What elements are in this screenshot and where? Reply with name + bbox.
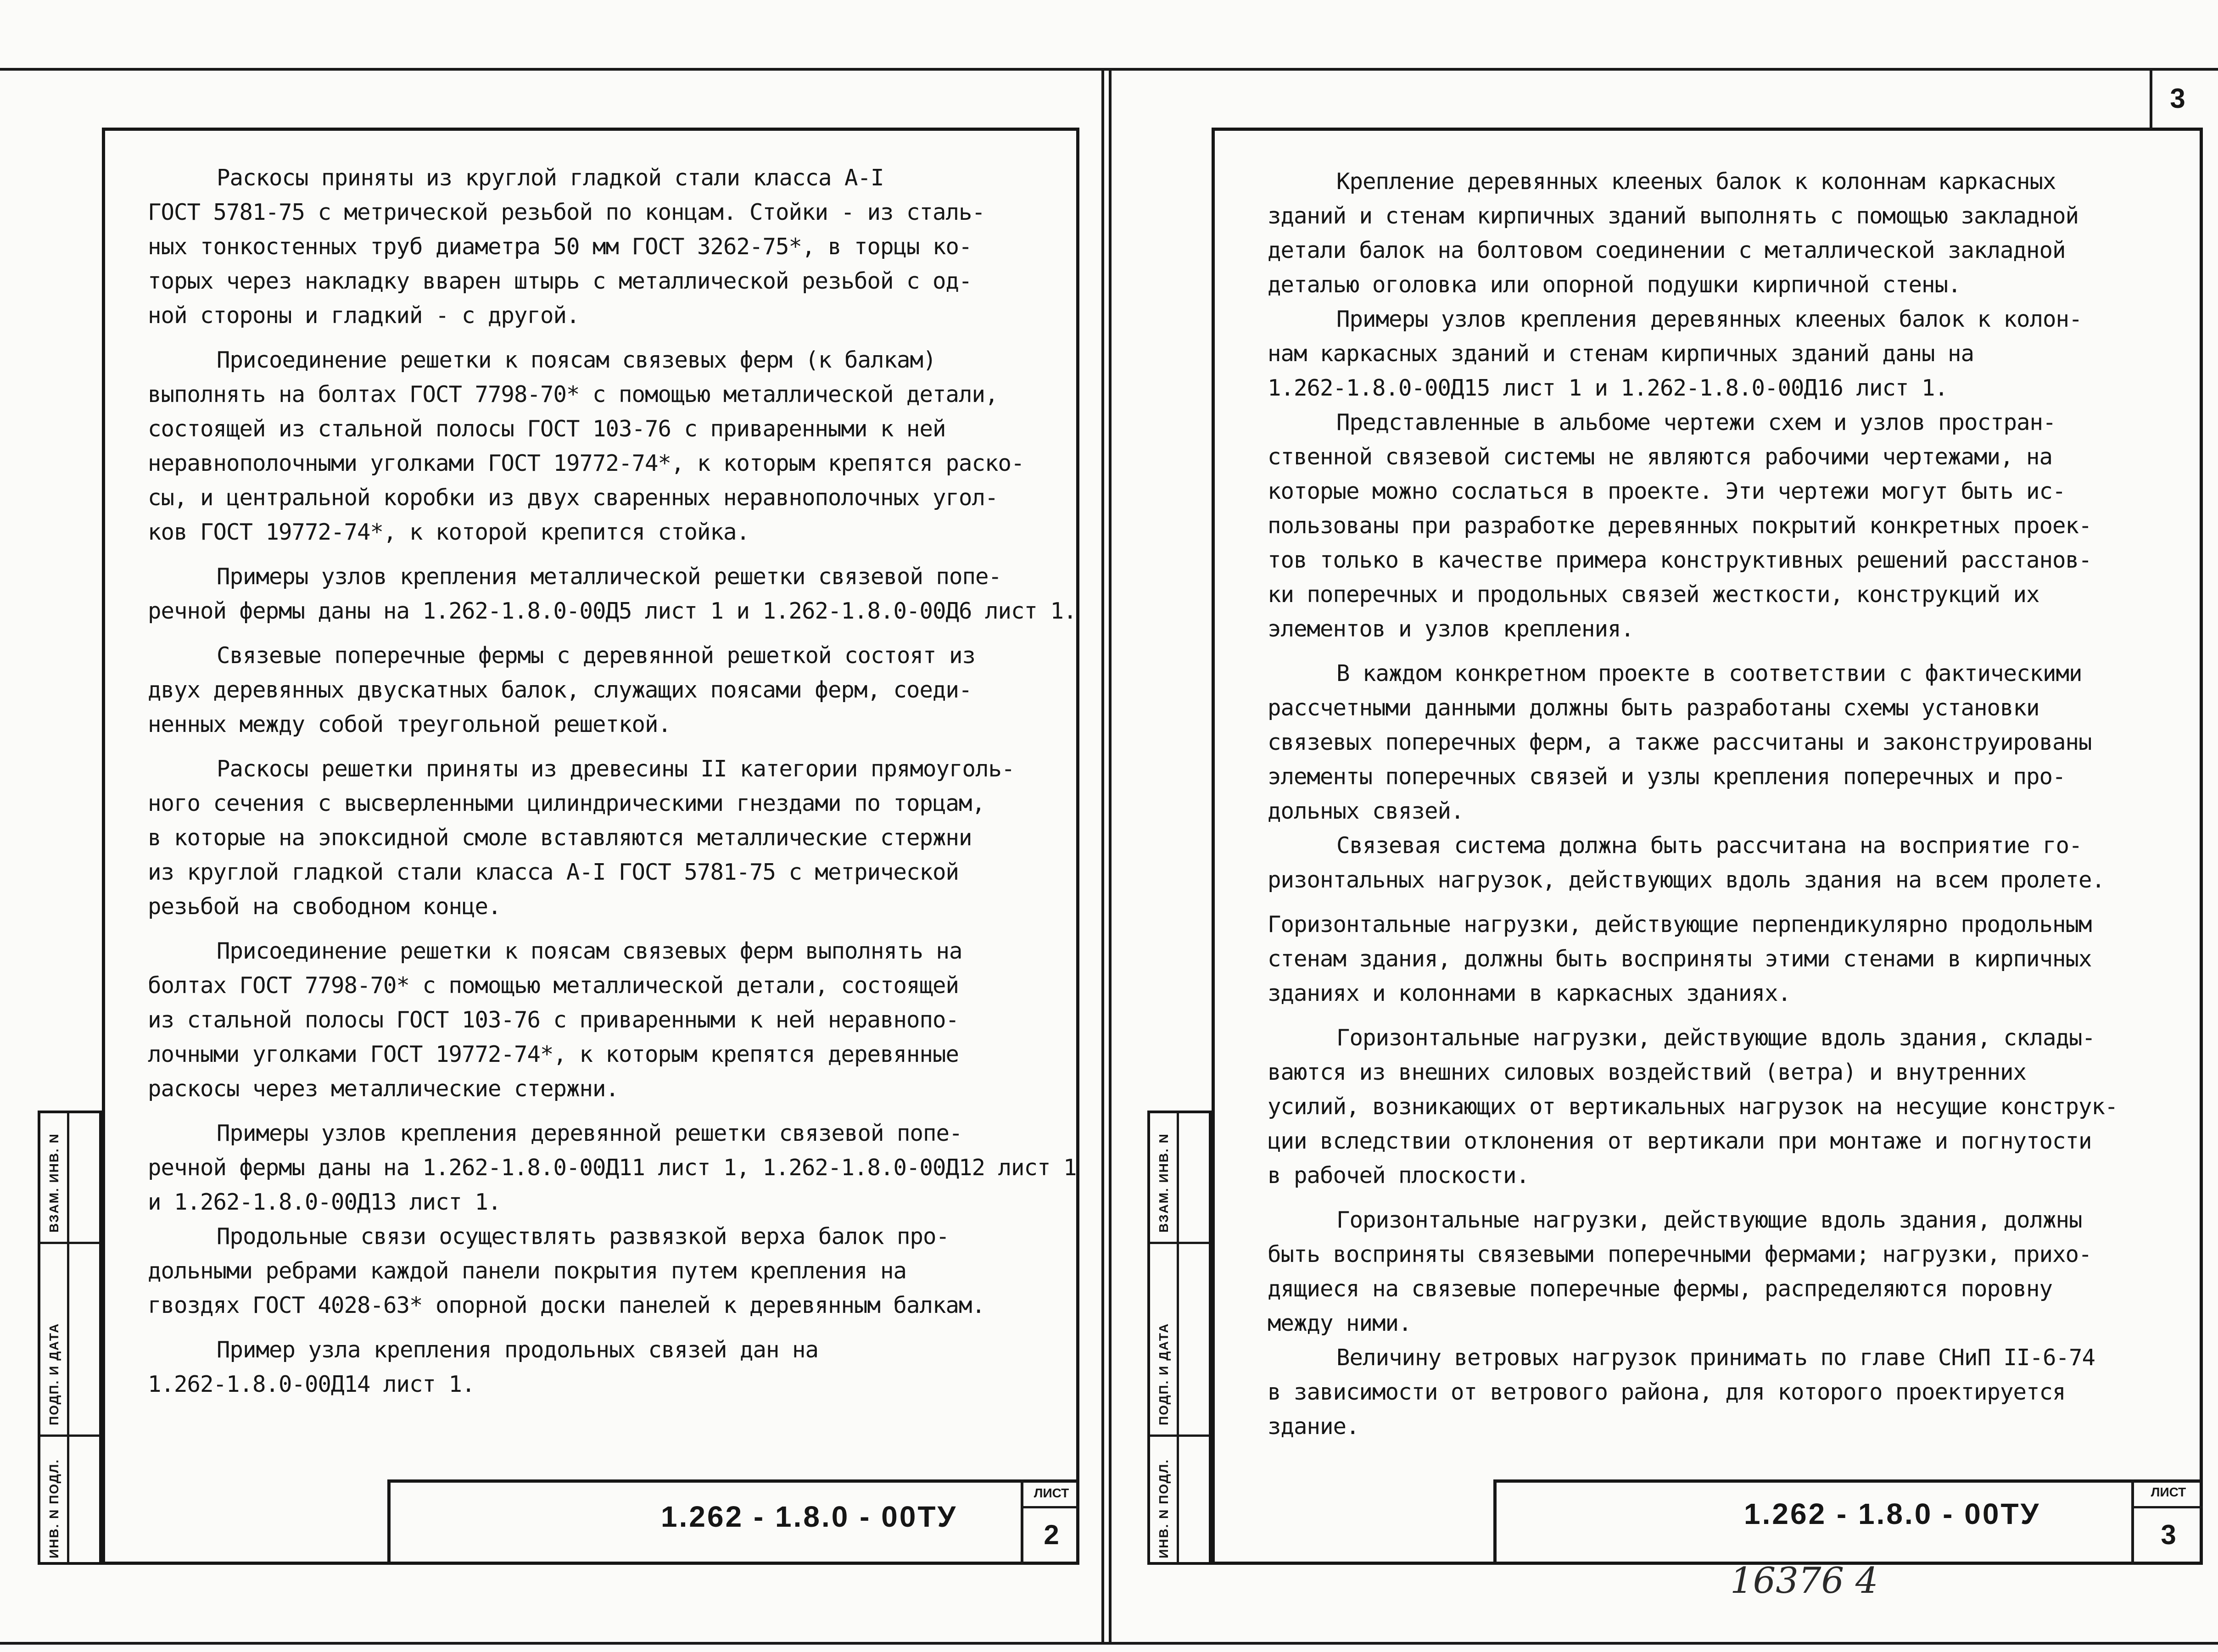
text-line: ки поперечных и продольных связей жесткости, конструкций их — [1268, 581, 2039, 608]
text-line: ного сечения с высверленными цилиндрическими гнездами по торцам, — [148, 790, 985, 816]
sheet-divider-right — [1109, 69, 1112, 1643]
text-line: ГОСТ 5781-75 с метрической резьбой по концам. Стойки - из сталь- — [148, 199, 985, 225]
text-line: неравнополочными уголками ГОСТ 19772-74*, к которым крепятся раско- — [148, 450, 1024, 476]
text-line: зданиях и колоннами в каркасных зданиях. — [1268, 980, 1791, 1006]
text-line: Примеры узлов крепления металлической решетки связевой попе- — [217, 564, 1002, 590]
text-line: детали балок на болтовом соединении с металлической закладной — [1268, 237, 2066, 263]
text-line: Представленные в альбоме чертежи схем и узлов простран- — [1336, 409, 2056, 435]
text-line: и 1.262-1.8.0-00Д13 лист 1. — [148, 1189, 501, 1215]
right-document-code: 1.262 - 1.8.0 - 00ТУ — [1744, 1497, 2041, 1530]
text-line: раскосы через металлические стержни. — [148, 1076, 619, 1102]
paragraph — [1268, 1021, 2185, 1193]
paragraph — [148, 559, 1077, 628]
text-line: гвоздях ГОСТ 4028-63* опорной доски панелей к деревянным балкам. — [148, 1292, 985, 1318]
paragraph — [1268, 1203, 2185, 1340]
text-line: двух деревянных двускатных балок, служащих поясами ферм, соеди- — [148, 677, 972, 703]
text-line: Связевые поперечные фермы с деревянной решеткой состоят из — [217, 642, 976, 669]
text-line: зданий и стенам кирпичных зданий выполнять с помощью закладной — [1268, 203, 2079, 229]
paragraph — [148, 638, 1061, 742]
paragraph — [148, 343, 1061, 549]
text-line: Пример узла крепления продольных связей дан на — [217, 1337, 819, 1363]
text-line: здание. — [1268, 1413, 1359, 1440]
text-line: рассчетными данными должны быть разработаны схемы установки — [1268, 695, 2039, 721]
left-side-stamp-column — [38, 1111, 102, 1565]
text-line: из круглой гладкой стали класса А-I ГОСТ 5781-75 с метрической — [148, 859, 959, 885]
text-line: резьбой на свободном конце. — [148, 893, 501, 920]
text-line: Примеры узлов крепления деревянных клееных балок к колон- — [1336, 306, 2082, 332]
text-line: в которые на эпоксидной смоле вставляются металлические стержни — [148, 825, 972, 851]
text-line: быть восприняты связевыми поперечными фермами; нагрузки, прихо- — [1268, 1241, 2092, 1267]
paragraph — [148, 934, 1061, 1106]
text-line: ственной связевой системы не являются рабочими чертежами, на — [1268, 444, 2053, 470]
right-page-number: 3 — [2170, 83, 2185, 114]
paragraph — [148, 161, 1061, 333]
right-sheet-text — [1268, 164, 2185, 1444]
text-line: ков ГОСТ 19772-74*, к которой крепится стойка. — [148, 519, 750, 545]
paragraph — [1268, 656, 2185, 828]
text-line: Присоединение решетки к поясам связевых ферм (к балкам) — [217, 347, 936, 373]
paragraph — [148, 752, 1061, 924]
text-line: в рабочей плоскости. — [1268, 1162, 1530, 1189]
right-side-stamp-column — [1147, 1111, 1212, 1565]
text-line: Связевая система должна быть рассчитана на восприятие го- — [1336, 832, 2082, 859]
paragraph — [1268, 828, 2185, 897]
text-line: выполнять на болтах ГОСТ 7798-70* с помощью металлической детали, — [148, 381, 998, 407]
text-line: между ними. — [1268, 1310, 1412, 1336]
text-line: в зависимости от ветрового района, для которого проектируется — [1268, 1379, 2066, 1405]
text-line: Величину ветровых нагрузок принимать по главе СНиП II-6-74 — [1336, 1345, 2095, 1371]
left-side-label-3: ИНВ. N ПОДЛ. — [47, 1458, 61, 1558]
paragraph — [1268, 1340, 2185, 1444]
paragraph — [148, 1219, 1061, 1323]
text-line: Горизонтальные нагрузки, действующие вдоль здания, склады- — [1336, 1025, 2095, 1051]
text-line: которые можно сослаться в проекте. Эти чертежи могут быть ис- — [1268, 478, 2066, 504]
paragraph — [148, 1116, 1077, 1219]
right-side-label-1: ВЗАМ. ИНВ. N — [1156, 1133, 1171, 1233]
text-line: Примеры узлов крепления деревянной решетки связевой попе- — [217, 1120, 962, 1146]
text-line: Крепление деревянных клееных балок к колоннам каркасных — [1336, 168, 2056, 195]
text-line: Продольные связи осуществлять развязкой верха балок про- — [217, 1223, 950, 1250]
text-line: Горизонтальные нагрузки, действующие перпендикулярно продольным — [1268, 911, 2092, 938]
paragraph — [1268, 164, 2185, 302]
text-line: речной фермы даны на 1.262-1.8.0-00Д5 лист 1 и 1.262-1.8.0-00Д6 лист 1. — [148, 598, 1077, 624]
text-line: деталью оголовка или опорной подушки кирпичной стены. — [1268, 272, 1961, 298]
paragraph — [1268, 302, 2185, 405]
text-line: дольных связей. — [1268, 798, 1464, 824]
text-line: элементов и узлов крепления. — [1268, 616, 1634, 642]
right-sheet-label: ЛИСТ — [2151, 1485, 2186, 1499]
text-line: болтах ГОСТ 7798-70* с помощью металлической детали, состоящей — [148, 972, 959, 999]
text-line: ных тонкостенных труб диаметра 50 мм ГОСТ 3262-75*, в торцы ко- — [148, 234, 972, 260]
text-line: элементы поперечных связей и узлы крепления поперечных и про- — [1268, 764, 2066, 790]
text-line: ваются из внешних силовых воздействий (ветра) и внутренних — [1268, 1059, 2027, 1085]
paragraph — [148, 1333, 1061, 1401]
text-line: ненных между собой треугольной решеткой. — [148, 711, 671, 737]
handwritten-archive-number: 16376 4 — [1730, 1560, 1878, 1602]
right-sheet-number: 3 — [2161, 1519, 2176, 1550]
text-line: стенам здания, должны быть восприняты этими стенами в кирпичных — [1268, 946, 2092, 972]
text-line: дящиеся на связевые поперечные фермы, распределяются поровну — [1268, 1276, 2053, 1302]
text-line: Раскосы приняты из круглой гладкой стали класса А-I — [217, 165, 884, 191]
text-line: связевых поперечных ферм, а также рассчитаны и законструированы — [1268, 729, 2092, 755]
text-line: усилий, возникающих от вертикальных нагрузок на несущие конструк- — [1268, 1094, 2118, 1120]
text-line: пользованы при разработке деревянных покрытий конкретных проек- — [1268, 513, 2092, 539]
right-side-label-2: ПОДП. И ДАТА — [1156, 1323, 1171, 1425]
left-sheet-number: 2 — [1044, 1519, 1059, 1550]
text-line: нам каркасных зданий и стенам кирпичных зданий даны на — [1268, 340, 1974, 367]
text-line: Горизонтальные нагрузки, действующие вдоль здания, должны — [1336, 1207, 2082, 1233]
text-line: Раскосы решетки приняты из древесины II категории прямоуголь- — [217, 756, 1015, 782]
text-line: тов только в качестве примера конструктивных решений расстанов- — [1268, 547, 2092, 573]
paragraph — [1268, 405, 2185, 646]
text-line: сы, и центральной коробки из двух сваренных неравнополочных угол- — [148, 485, 998, 511]
text-line: состоящей из стальной полосы ГОСТ 103-76 с приваренными к ней — [148, 416, 946, 442]
left-document-code: 1.262 - 1.8.0 - 00ТУ — [661, 1500, 958, 1533]
text-line: ной стороны и гладкий - с другой. — [148, 302, 580, 329]
text-line: ции вследствии отклонения от вертикали при монтаже и погнутости — [1268, 1128, 2092, 1154]
left-side-label-2: ПОДП. И ДАТА — [47, 1323, 61, 1425]
text-line: В каждом конкретном проекте в соответствии с фактическими — [1336, 660, 2082, 686]
text-line: торых через накладку вварен штырь с металлической резьбой с од- — [148, 268, 972, 294]
paragraph — [1268, 907, 2185, 1010]
text-line: из стальной полосы ГОСТ 103-76 с приваренными к ней неравнопо- — [148, 1007, 959, 1033]
text-line: 1.262-1.8.0-00Д14 лист 1. — [148, 1371, 475, 1397]
sheet-divider-left — [1101, 69, 1104, 1643]
text-line: 1.262-1.8.0-00Д15 лист 1 и 1.262-1.8.0-00Д16 лист 1. — [1268, 375, 1948, 401]
left-sheet-label: ЛИСТ — [1034, 1486, 1069, 1500]
right-side-label-3: ИНВ. N ПОДЛ. — [1156, 1458, 1171, 1558]
left-side-label-1: ВЗАМ. ИНВ. N — [47, 1133, 61, 1233]
text-line: Присоединение решетки к поясам связевых ферм выполнять на — [217, 938, 962, 964]
text-line: лочными уголками ГОСТ 19772-74*, к которым крепятся деревянные — [148, 1041, 959, 1067]
left-sheet-text — [148, 161, 1077, 1401]
text-line: дольными ребрами каждой панели покрытия путем крепления на — [148, 1258, 907, 1284]
text-line: речной фермы даны на 1.262-1.8.0-00Д11 лист 1, 1.262-1.8.0-00Д12 лист 1 — [148, 1155, 1077, 1181]
text-line: ризонтальных нагрузок, действующих вдоль здания на всем пролете. — [1268, 867, 2105, 893]
